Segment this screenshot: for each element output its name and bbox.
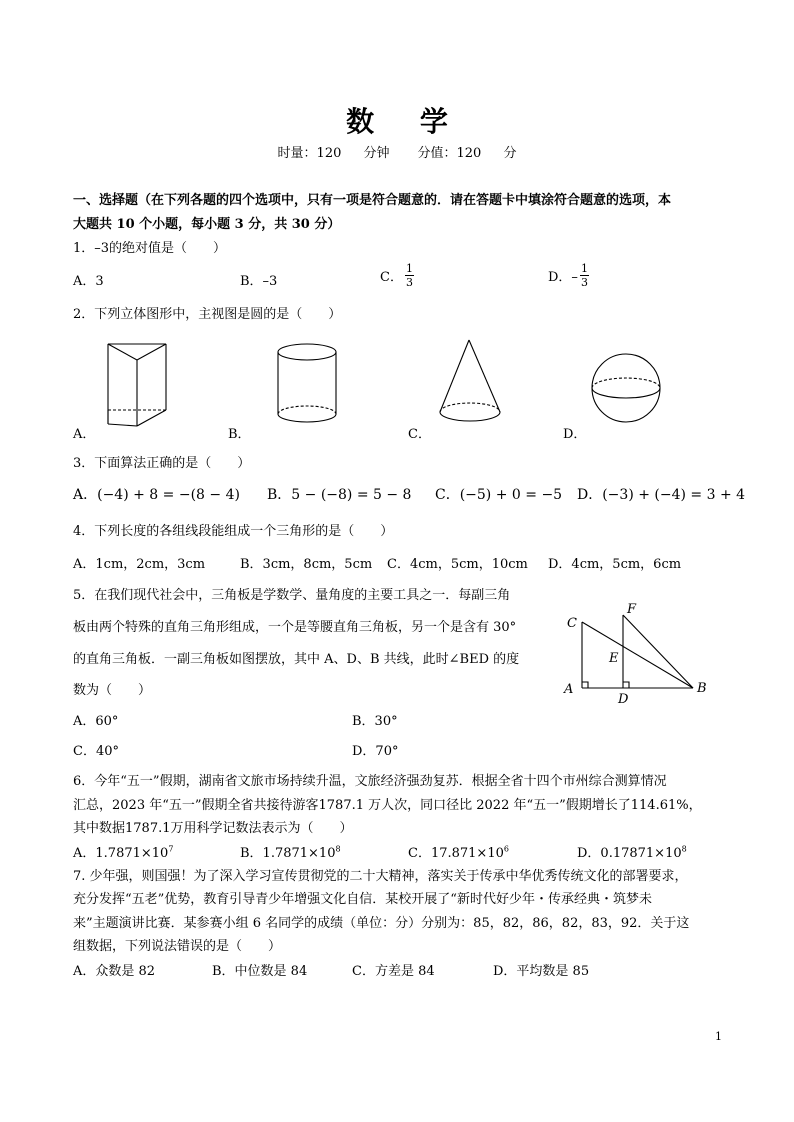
q7-option-b: B．中位数是 84: [212, 964, 308, 979]
page-title: 数 学: [346, 105, 466, 138]
q1-option-a: A．3: [73, 274, 104, 289]
q4-option-b: B．3cm，8cm，5cm: [240, 557, 373, 572]
label-point-e: E: [609, 651, 619, 666]
q7-option-d: D．平均数是 85: [493, 964, 590, 979]
q6-option-a: A．$1.7871\times 10^7$: [73, 844, 174, 861]
q7-stem-line4: 组数据，下列说法错误的是（ ）: [73, 939, 282, 954]
q7-stem-line2: 充分发挥“五老”优势，教育引导青少年增强文化自信．某校开展了“新时代好少年・传承经典・筑梦未: [73, 892, 652, 907]
q5-stem-line2: 板由两个特殊的直角三角形组成，一个是等腰直角三角板，另一个是含有 30°: [73, 620, 517, 635]
q4-stem: 4．下列长度的各组线段能组成一个三角形的是（ ）: [73, 524, 394, 539]
q1-option-d: D．– $\frac{1}{3}$: [548, 262, 588, 289]
q6-stem-line2: 汇总，2023 年“五一”假期全省共接待游客1787.1 万人次，同口径比 2022 年“五一”假期增长了114.61%，: [73, 798, 702, 813]
q7-stem-line3: 来”主题演讲比赛．某参赛小组 6 名同学的成绩（单位：分）分别为：85，82，86，82，83，92．关于这: [73, 916, 690, 931]
exam-time: 时量：120 分钟: [277, 146, 390, 161]
q4-option-c: C．4cm，5cm，10cm: [387, 557, 528, 572]
q5-option-b: B．30°: [352, 714, 398, 729]
q6-option-b: B．$1.7871\times 10^8$: [240, 844, 341, 861]
q7-stem-line1: 7. 少年强，则国强！为了深入学习宣传贯彻党的二十大精神，落实关于传承中华优秀传统文化的部署要求，: [73, 869, 688, 884]
page-number: 1: [715, 1030, 722, 1043]
section1-instructions-line2: 大题共 10 个小题，每小题 3 分，共 30 分）: [73, 217, 341, 232]
label-point-a: A: [564, 682, 574, 697]
q6-stem-line3: 其中数据1787.1万用科学记数法表示为（ ）: [73, 821, 353, 836]
sphere-figure: [588, 350, 668, 430]
q7-option-c: C．方差是 84: [352, 964, 435, 979]
exam-score: 分值：120 分: [417, 146, 517, 161]
q1-option-c: C． $\frac{1}{3}$: [380, 262, 413, 289]
q2-stem: 2．下列立体图形中，主视图是圆的是（ ）: [73, 307, 342, 322]
q5-stem-line3: 的直角三角板．一副三角板如图摆放，其中 A、D、B 共线，此时∠BED 的度: [73, 652, 520, 667]
q5-stem-line4: 数为（ ）: [73, 683, 152, 698]
cylinder-figure: [272, 340, 344, 428]
q2-option-b: B．: [228, 427, 251, 442]
q2-option-c: C．: [408, 427, 431, 442]
exam-meta: [0, 142, 794, 161]
label-point-c: C: [567, 616, 577, 631]
label-point-f: F: [627, 602, 637, 617]
q4-option-a: A．1cm，2cm，3cm: [73, 557, 206, 572]
q5-option-a: A．60°: [73, 714, 119, 729]
q6-stem-line1: 6．今年“五一”假期，湖南省文旅市场持续升温，文旅经济强劲复苏．根据全省十四个市州综合测算情况: [73, 774, 667, 789]
cone-figure: [432, 336, 512, 428]
q2-option-d: D．: [563, 427, 587, 442]
label-point-b: B: [697, 681, 707, 696]
triangular-prism-figure: [100, 338, 180, 430]
q5-option-c: C．40°: [73, 744, 119, 759]
section1-instructions-line1: 一、选择题（在下列各题的四个选项中，只有一项是符合题意的．请在答题卡中填涂符合题意的选项，本: [73, 193, 672, 208]
label-point-d: D: [618, 692, 629, 707]
q1-stem: 1．–3的绝对值是（ ）: [73, 241, 227, 256]
q3-stem: 3．下面算法正确的是（ ）: [73, 456, 251, 471]
q1-option-b: B．–3: [240, 274, 278, 289]
q4-option-d: D．4cm，5cm，6cm: [548, 557, 682, 572]
set-square-figure: [555, 596, 715, 708]
q3-option-d: D．(−3) + (−4) = 3 + 4: [577, 487, 746, 503]
q7-option-a: A．众数是 82: [73, 964, 156, 979]
q3-option-c: C．(−5) + 0 = −5: [435, 487, 563, 503]
q6-option-c: C．$17.871\times 10^6$: [408, 844, 509, 861]
q6-option-d: D．$0.17871\times 10^8$: [577, 844, 687, 861]
q3-option-b: B．5 − (−8) = 5 − 8: [267, 487, 412, 503]
q5-stem-line1: 5．在我们现代社会中，三角板是学数学、量角度的主要工具之一．每副三角: [73, 588, 511, 603]
q5-option-d: D．70°: [352, 744, 399, 759]
q3-option-a: A．(−4) + 8 = −(8 − 4): [73, 487, 240, 503]
q2-option-a: A．: [73, 427, 96, 442]
